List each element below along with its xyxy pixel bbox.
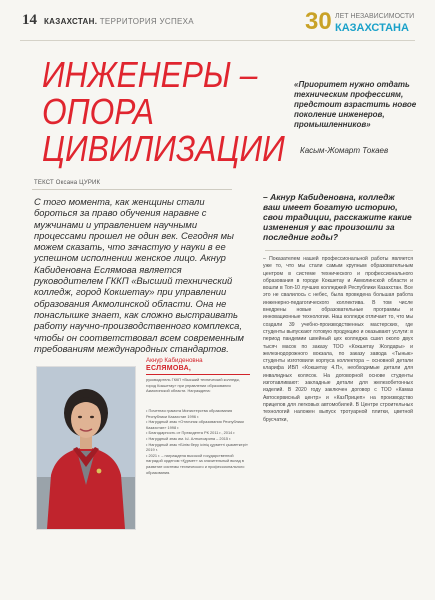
awards-list bbox=[146, 408, 250, 475]
name-divider bbox=[146, 374, 250, 375]
portrait-illustration bbox=[37, 367, 135, 529]
header-divider bbox=[20, 40, 415, 41]
person-last-name: ЕСЛЯМОВА, bbox=[146, 365, 192, 372]
section-title: КАЗАХСТАН. bbox=[44, 17, 98, 26]
logo-number: 30 bbox=[305, 8, 332, 35]
title-line: ЦИВИЛИЗАЦИИ bbox=[42, 128, 285, 169]
question-divider bbox=[265, 250, 413, 251]
pull-quote: «Приоритет нужно отдать техническим профессиям, предстоит взрастить новое поколение инженеров, промышленников» bbox=[294, 80, 417, 129]
interview-question: – Акнур Кабиденовна, колледж ваш имеет богатую историю, свои традиции, расскажите какие изменения у вас произошли за последние годы? bbox=[263, 192, 412, 242]
section-subtitle: ТЕРРИТОРИЯ УСПЕХА bbox=[99, 17, 194, 26]
award-item: • 2021 г. – награждена высокой государственной наградой орденом «Құрмет» за значительный вклад в развитие системы технического и профессионального образования. bbox=[146, 452, 245, 475]
title-line: ИНЖЕНЕРЫ – bbox=[42, 54, 258, 95]
person-first-name: Акнур Кабиденовна bbox=[146, 357, 203, 364]
page-number: 14 bbox=[22, 12, 37, 28]
interview-answer: – Показателем нашей профессиональной работы является уже то, что мы стали самым крупным образовательным центром в системе технического и профессионального образования в городе Кокшетау и Акмолинской области и вошли в Топ-10 лучших колледжей Республики Казахстан. Все это не свалилось с небес, была проведена большая работа инженерно-педагогического коллектива. В том числе внедрены новые образовательные программы и инновационные технологии. Наш колледж отличает то, что мы создали 39 учебно-производственных мастерских, где студенты выпускают готовую продукцию и оказывают услуги: в период пандемии швейный цех колледжа сшил около двух тысяч масок по заказу ТОО «Кокшетау Жолдары» и железнодорожного вокзала, по заказу завода «Тынык» студенты изготовили корпуса коллектора – основной детали кларифа ИВЛ «Кокшетау 4.П», необходимые детали для инвалидных колясок. На договорной основе студенты изготавливают: закладные детали для железобетонных изделий. В 2020 году заключен договор с ТОО «Камаз Автосервисный центр» и «КазПрицеп» на производство прицепов для легковых автомобилей. В Центре строительных технологий наложен выпуск тротуарной плитки, цветной брусчатки, bbox=[263, 256, 413, 423]
award-item: • Нагрудный знак «Отличник образования Республики Казахстан» 1998 г. bbox=[146, 419, 244, 430]
award-item: • Нагрудный знак «Білім беру ісінің құрметті қызметкері» 2019 г. bbox=[146, 441, 248, 453]
independence-30-logo bbox=[305, 10, 415, 44]
quote-author: Касым-Жомарт Токаев bbox=[300, 146, 389, 155]
portrait-photo bbox=[36, 366, 136, 530]
position-text: руководитель ГККП «Высший технический колледж, город Кокшетау» при управлении образования Акмолинской области. bbox=[146, 377, 240, 394]
section-heading bbox=[44, 17, 194, 26]
logo-bottom-text: КАЗАХСТАНА bbox=[335, 22, 409, 34]
lead-paragraph: С того момента, как женщины стали бороться за право обучения наравне с мужчинами и управлением научными процессами прошел не один век. Сегодня мы можем сказать, что зачастую у науки в ее успешном исполнении женское лицо. Акнур Кабиденовна Еслямова является руководителем ГККП «Высший технический колледж, город Кокшетау» при управлении образования Акмолинской области. Она не понаслышке знает, как сложно выстраивать работу научно-производственного комплекса, чтобы он соответствовал всем современным требованиям международных стандартов. bbox=[34, 196, 244, 354]
award-item: • Нагрудный знак им. Ы. Алтынсарина – 2015 г. bbox=[146, 435, 232, 441]
article-title bbox=[42, 54, 285, 169]
person-position bbox=[146, 377, 250, 394]
byline-divider bbox=[32, 189, 232, 190]
award-item: • Благодарность от Президента РК 2011 г., 2014 г. bbox=[146, 430, 236, 436]
award-item: • Почетная грамота Министерства образования Республики Казахстан 1996 г. bbox=[146, 408, 233, 419]
byline: ТЕКСТ Оксана ЦУРИК bbox=[34, 180, 101, 186]
awards-title: Награждена: bbox=[187, 388, 211, 394]
title-line: ОПОРА bbox=[42, 91, 155, 132]
logo-top-text: ЛЕТ НЕЗАВИСИМОСТИ bbox=[335, 13, 415, 20]
